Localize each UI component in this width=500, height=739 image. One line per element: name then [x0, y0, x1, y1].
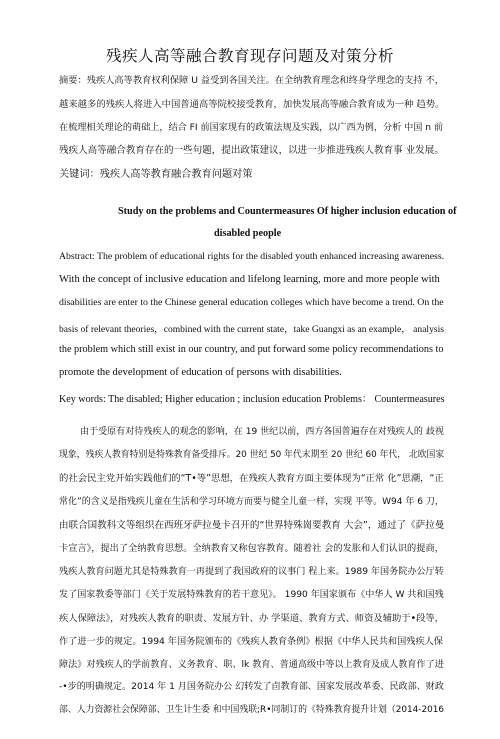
abstract-en-line: disabilities are enter to the Chinese general education colleges which have become a trend. On the [59, 297, 444, 308]
keywords-cn: 关键词：残疾人高等教育融合教育问题对策 [59, 169, 253, 180]
english-title-line-1: Study on the problems and Countermeasures Of higher inclusion education of [118, 206, 457, 217]
abstract-cn-line: 在梳理相关理论的萌础上，结合 FI 前国家现有的政策法规及实践，以广西为例，分析 中国 n 前 [59, 123, 444, 133]
body-line: 障法》对残疾人的学前教育、义务教育、职、lk 教育、普通高级中等以上教育及成人教育作了进 [59, 660, 444, 670]
body-line: 疾人保障法》，对残疾人教育的职责、发展方针、办 学渠道、教育方式、师资及辅助于•段等， [59, 613, 444, 624]
english-title-line-2: disabled people [214, 228, 282, 239]
abstract-en-line: the problem which still exist in our country, and put forward some policy recommendations to [59, 344, 444, 355]
abstract-en-line: promote the development of education of persons with disabilities. [59, 367, 342, 378]
abstract-en-line: With the concept of inclusive education and lifelong learning, more and more people with [59, 274, 440, 285]
body-line: 发了国家教委等部门《关于发展特殊教育的若干意见》。 1990 年国家颁布《中华人 W 共和国残 [59, 590, 444, 600]
body-line: 部、人力资源社会保障部、卫生计生委 和中国残联;R•同制订的《特殊教育提升计划（2014-2016 [59, 705, 445, 715]
body-line: 残疾人教育问题尤其是特殊教育一再提到了我国政府的议事门 程上来。1989 年国务院办公厅转 [59, 567, 444, 577]
body-line: 作了进一步的规定。1994 年国务院颁布的《残疾人教育条例》根据《中华人民共和国残疾人保 [59, 636, 443, 647]
document-title: 残疾人高等融合教育现存问题及对策分析 [105, 47, 394, 65]
body-line: 常化”的含义是指残疾儿童在生活和学习环境方而要与健全儿童一样，实现 平等。W94 年 6 刀， [59, 497, 444, 507]
abstract-cn-line: 摘要：残疾人高等教育权利保障 U 益受到各国关注。在全纳教育理念和终身学理念的支持 不， [59, 75, 444, 86]
body-line: -•步的明确规定。2014 年 1 月国务院办公 幻转发了卣教育部、国家发展改革委、民政部、财政 [59, 682, 444, 692]
body-line: 由联合国教科文等组织在西班牙萨拉曼卡召开的“世界特殊崗要教育 大会”，通过了《萨拉曼 [59, 520, 445, 531]
abstract-en-line: Abstract: The problem of educational rights for the disabled youth enhanced increasing awareness. [59, 251, 445, 262]
body-line: 卡宣言》，提出了全纳教育思想。全纳教育又称包容教育。随着社 会的发胀和人们认识的提商， [59, 543, 444, 554]
body-line: 现象，残疾人教育特别是特殊教育备受排斥。20 世纪 50 年代末期至 20 世纪 60 年代， 北欧国家 [59, 450, 445, 460]
abstract-cn-line: 越来越多的残疾人将进入中国普通高等院校接受教育，加快发展高等融合教育成为一种 趋势。 [59, 99, 445, 110]
body-line: 由于受原有对待残疾人的观念的影响，在 19 世纪以前，西方各国普遍存在对残疾人的 歧视 [80, 427, 444, 437]
body-line: 的社会民主党开始实践他们的“T•等”思想，在残疾人教育方面主要体现为“正常 化”思潮，“正 [59, 473, 444, 484]
keywords-en: Key words: The disabled; Higher education ; inclusion education Problems： Countermeasures [59, 394, 445, 405]
abstract-en-line: basis of relevant theories，combined with the current state，take Guangxi as an example， analysis [59, 324, 444, 335]
abstract-cn-line: 残疾人高等融合教育存在的一些句题，提出政策建议，以进一步推进残疾人教育事 业发展。 [59, 145, 444, 156]
